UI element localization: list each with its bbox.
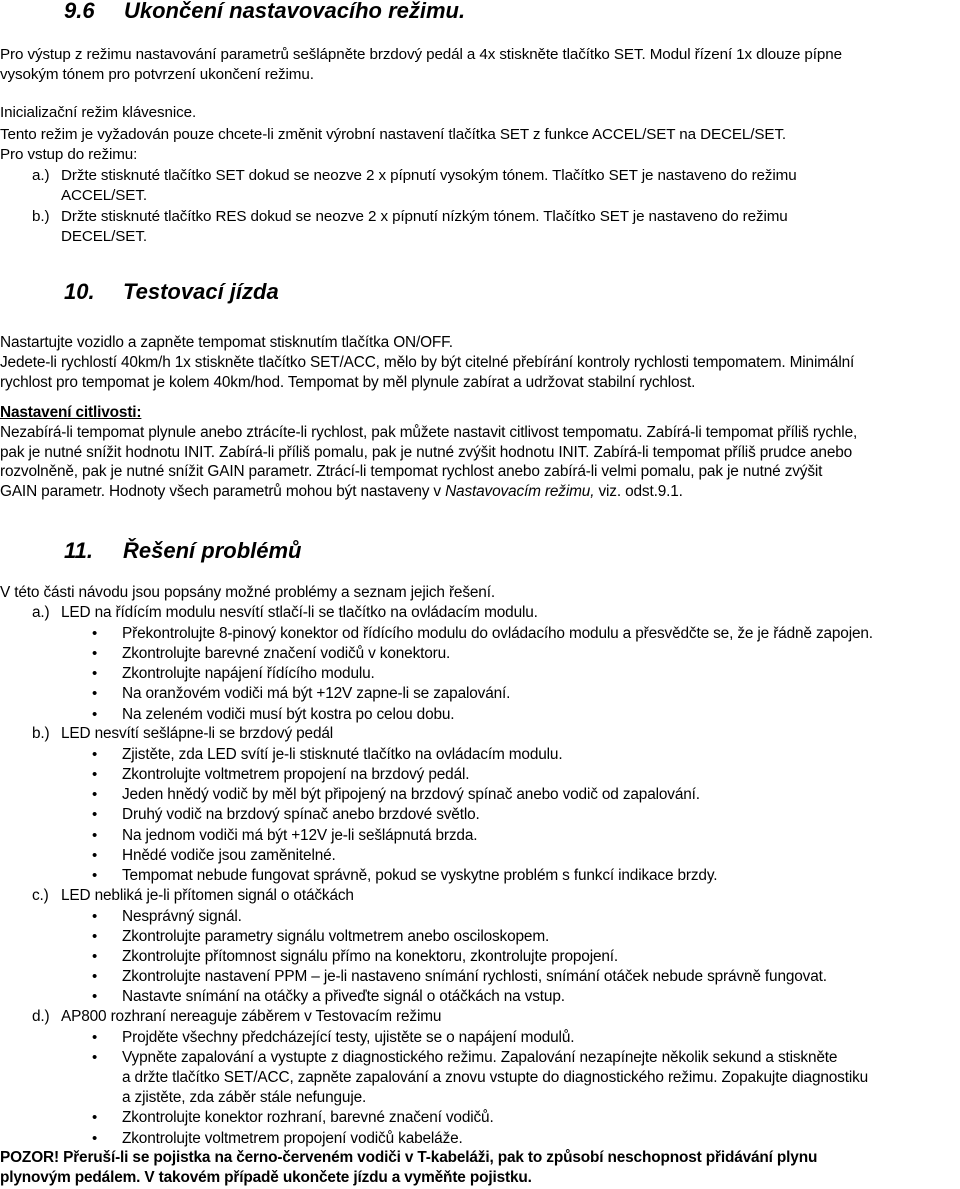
list-item: • Zkontrolujte nastavení PPM – je-li nastaveno snímání rychlosti, snímání otáček nebude správně fungovat. [122, 968, 827, 986]
paragraph-line: Nastartujte vozidlo a zapněte tempomat stisknutím tlačítka ON/OFF. [0, 334, 453, 351]
section-title: Ukončení nastavovacího režimu. [124, 0, 466, 23]
list-item: • Zkontrolujte parametry signálu voltmetrem anebo osciloskopem. [122, 928, 549, 946]
section-number: 10. [64, 279, 95, 304]
paragraph-line: V této části návodu jsou popsány možné problémy a seznam jejich řešení. [0, 584, 495, 601]
list-item: • Na jednom vodiči má být +12V je-li sešlápnutá brzda. [122, 827, 477, 845]
section-title: Řešení problémů [123, 538, 302, 563]
section-title: Testovací jízda [123, 279, 279, 304]
paragraph-line: pak je nutné snížit hodnotu INIT. Zabírá-li příliš pomalu, pak je nutné zvýšit hodnotu INIT. Zabírá-li tempomat příliš prudce anebo [0, 444, 853, 461]
list-item: • Zkontrolujte přítomnost signálu přímo na konektoru, zkontrolujte propojení. [122, 948, 618, 966]
list-item-line: ACCEL/SET. [61, 187, 147, 204]
list-item: • Nesprávný signál. [122, 908, 242, 926]
list-item: • Zkontrolujte napájení řídícího modulu. [122, 665, 375, 683]
subheading: Nastavení citlivosti: [0, 404, 142, 421]
paragraph-line: rozvolněně, pak je nutné snížit GAIN parametr. Ztrácí-li tempomat rychlost anebo zabírá-li velmi pomalu, pak je nutné zvýšit [0, 463, 823, 480]
warning-line: plynovým pedálem. V takovém případě ukončete jízdu a vyměňte pojistku. [0, 1169, 532, 1186]
problem-title: LED na řídícím modulu nesvítí stlačí-li se tlačítko na ovládacím modulu. [61, 604, 538, 621]
list-item: • Hnědé vodiče jsou zaměnitelné. [122, 847, 336, 865]
paragraph-line: Nezabírá-li tempomat plynule anebo ztrácíte-li rychlost, pak můžete nastavit citlivost tempomatu. Zabírá-li tempomat příliš rychle, [0, 424, 858, 441]
paragraph-line: Pro výstup z režimu nastavování parametrů sešlápněte brzdový pedál a 4x stiskněte tlačítko SET. Modul řízení 1x dlouze pípne [0, 46, 842, 63]
paragraph-line: Pro vstup do režimu: [0, 146, 138, 163]
list-item: • Zkontrolujte barevné značení vodičů v konektoru. [122, 645, 450, 663]
paragraph-line [0, 483, 683, 501]
list-marker: c.) [32, 887, 49, 904]
paragraph-line: Jedete-li rychlostí 40km/h 1x stiskněte tlačítko SET/ACC, mělo by být citelné přebírání kontroly rychlosti tempomatem. Minimální [0, 354, 855, 371]
list-item: • Překontrolujte 8-pinový konektor od řídícího modulu do ovládacího modulu a přesvědčte se, že je řádně zapojen. [122, 625, 873, 643]
list-item: • Tempomat nebude fungovat správně, pokud se vyskytne problém s funkcí indikace brzdy. [122, 867, 717, 885]
list-item: • Vypněte zapalování a vystupte z diagnostického režimu. Zapalování nezapínejte několik sekund a stiskněte [122, 1049, 837, 1067]
list-marker: d.) [32, 1008, 50, 1025]
text-run: GAIN parametr. Hodnoty všech parametrů mohou být nastaveny v [0, 483, 446, 500]
section-number: 9.6 [64, 0, 95, 23]
list-item-line: Držte stisknuté tlačítko SET dokud se neozve 2 x pípnutí vysokým tónem. Tlačítko SET je nastaveno do režimu [61, 167, 797, 184]
list-item: • Na oranžovém vodiči má být +12V zapne-li se zapalování. [122, 685, 510, 703]
list-item: • Zkontrolujte voltmetrem propojení na brzdový pedál. [122, 766, 469, 784]
problem-title: AP800 rozhraní nereaguje záběrem v Testovacím režimu [61, 1008, 442, 1025]
list-item-line: Držte stisknuté tlačítko RES dokud se neozve 2 x pípnutí nízkým tónem. Tlačítko SET je nastaveno do režimu [61, 208, 788, 225]
list-marker: a.) [32, 604, 50, 621]
list-item: • Nastavte snímání na otáčky a přiveďte signál o otáčkách na vstup. [122, 988, 565, 1006]
list-item: • Druhý vodič na brzdový spínač anebo brzdové světlo. [122, 806, 480, 824]
paragraph-line: rychlost pro tempomat je kolem 40km/hod. Tempomat by měl plynule zabírat a udržovat stabilní rychlost. [0, 374, 696, 391]
list-item: • Zkontrolujte voltmetrem propojení vodičů kabeláže. [122, 1130, 463, 1148]
list-item: • Na zeleném vodiči musí být kostra po celou dobu. [122, 706, 454, 724]
paragraph-line: vysokým tónem pro potvrzení ukončení režimu. [0, 66, 314, 83]
list-item-continuation: a držte tlačítko SET/ACC, zapněte zapalování a znovu vstupte do diagnostického režimu. Zopakujte diagnostiku [122, 1069, 869, 1086]
list-marker: b.) [32, 725, 50, 742]
list-item: • Zjistěte, zda LED svítí je-li stisknuté tlačítko na ovládacím modulu. [122, 746, 562, 764]
problem-title: LED nesvítí sešlápne-li se brzdový pedál [61, 725, 334, 742]
list-marker: b.) [32, 208, 50, 225]
list-item: • Projděte všechny předcházející testy, ujistěte se o napájení modulů. [122, 1029, 574, 1047]
warning-line: POZOR! Přeruší-li se pojistka na černo-červeném vodiči v T-kabeláži, pak to způsobí neschopnost přidávání plynu [0, 1149, 818, 1166]
list-item-continuation: a zjistěte, zda záběr stále nefunguje. [122, 1089, 367, 1106]
list-item: • Zkontrolujte konektor rozhraní, barevné značení vodičů. [122, 1109, 494, 1127]
text-run-italic: Nastavovacím režimu, [445, 483, 595, 500]
text-run: viz. odst.9.1. [594, 483, 683, 500]
paragraph-line: Inicializační režim klávesnice. [0, 104, 197, 121]
list-item: • Jeden hnědý vodič by měl být připojený na brzdový spínač anebo vodič od zapalování. [122, 786, 700, 804]
section-number: 11. [64, 538, 93, 563]
list-item-line: DECEL/SET. [61, 228, 147, 245]
paragraph-line: Tento režim je vyžadován pouze chcete-li změnit výrobní nastavení tlačítka SET z funkce ACCEL/SET na DECEL/SET. [0, 126, 787, 143]
list-marker: a.) [32, 167, 50, 184]
problem-title: LED nebliká je-li přítomen signál o otáčkách [61, 887, 354, 904]
section-heading-9-6 [64, 0, 465, 24]
